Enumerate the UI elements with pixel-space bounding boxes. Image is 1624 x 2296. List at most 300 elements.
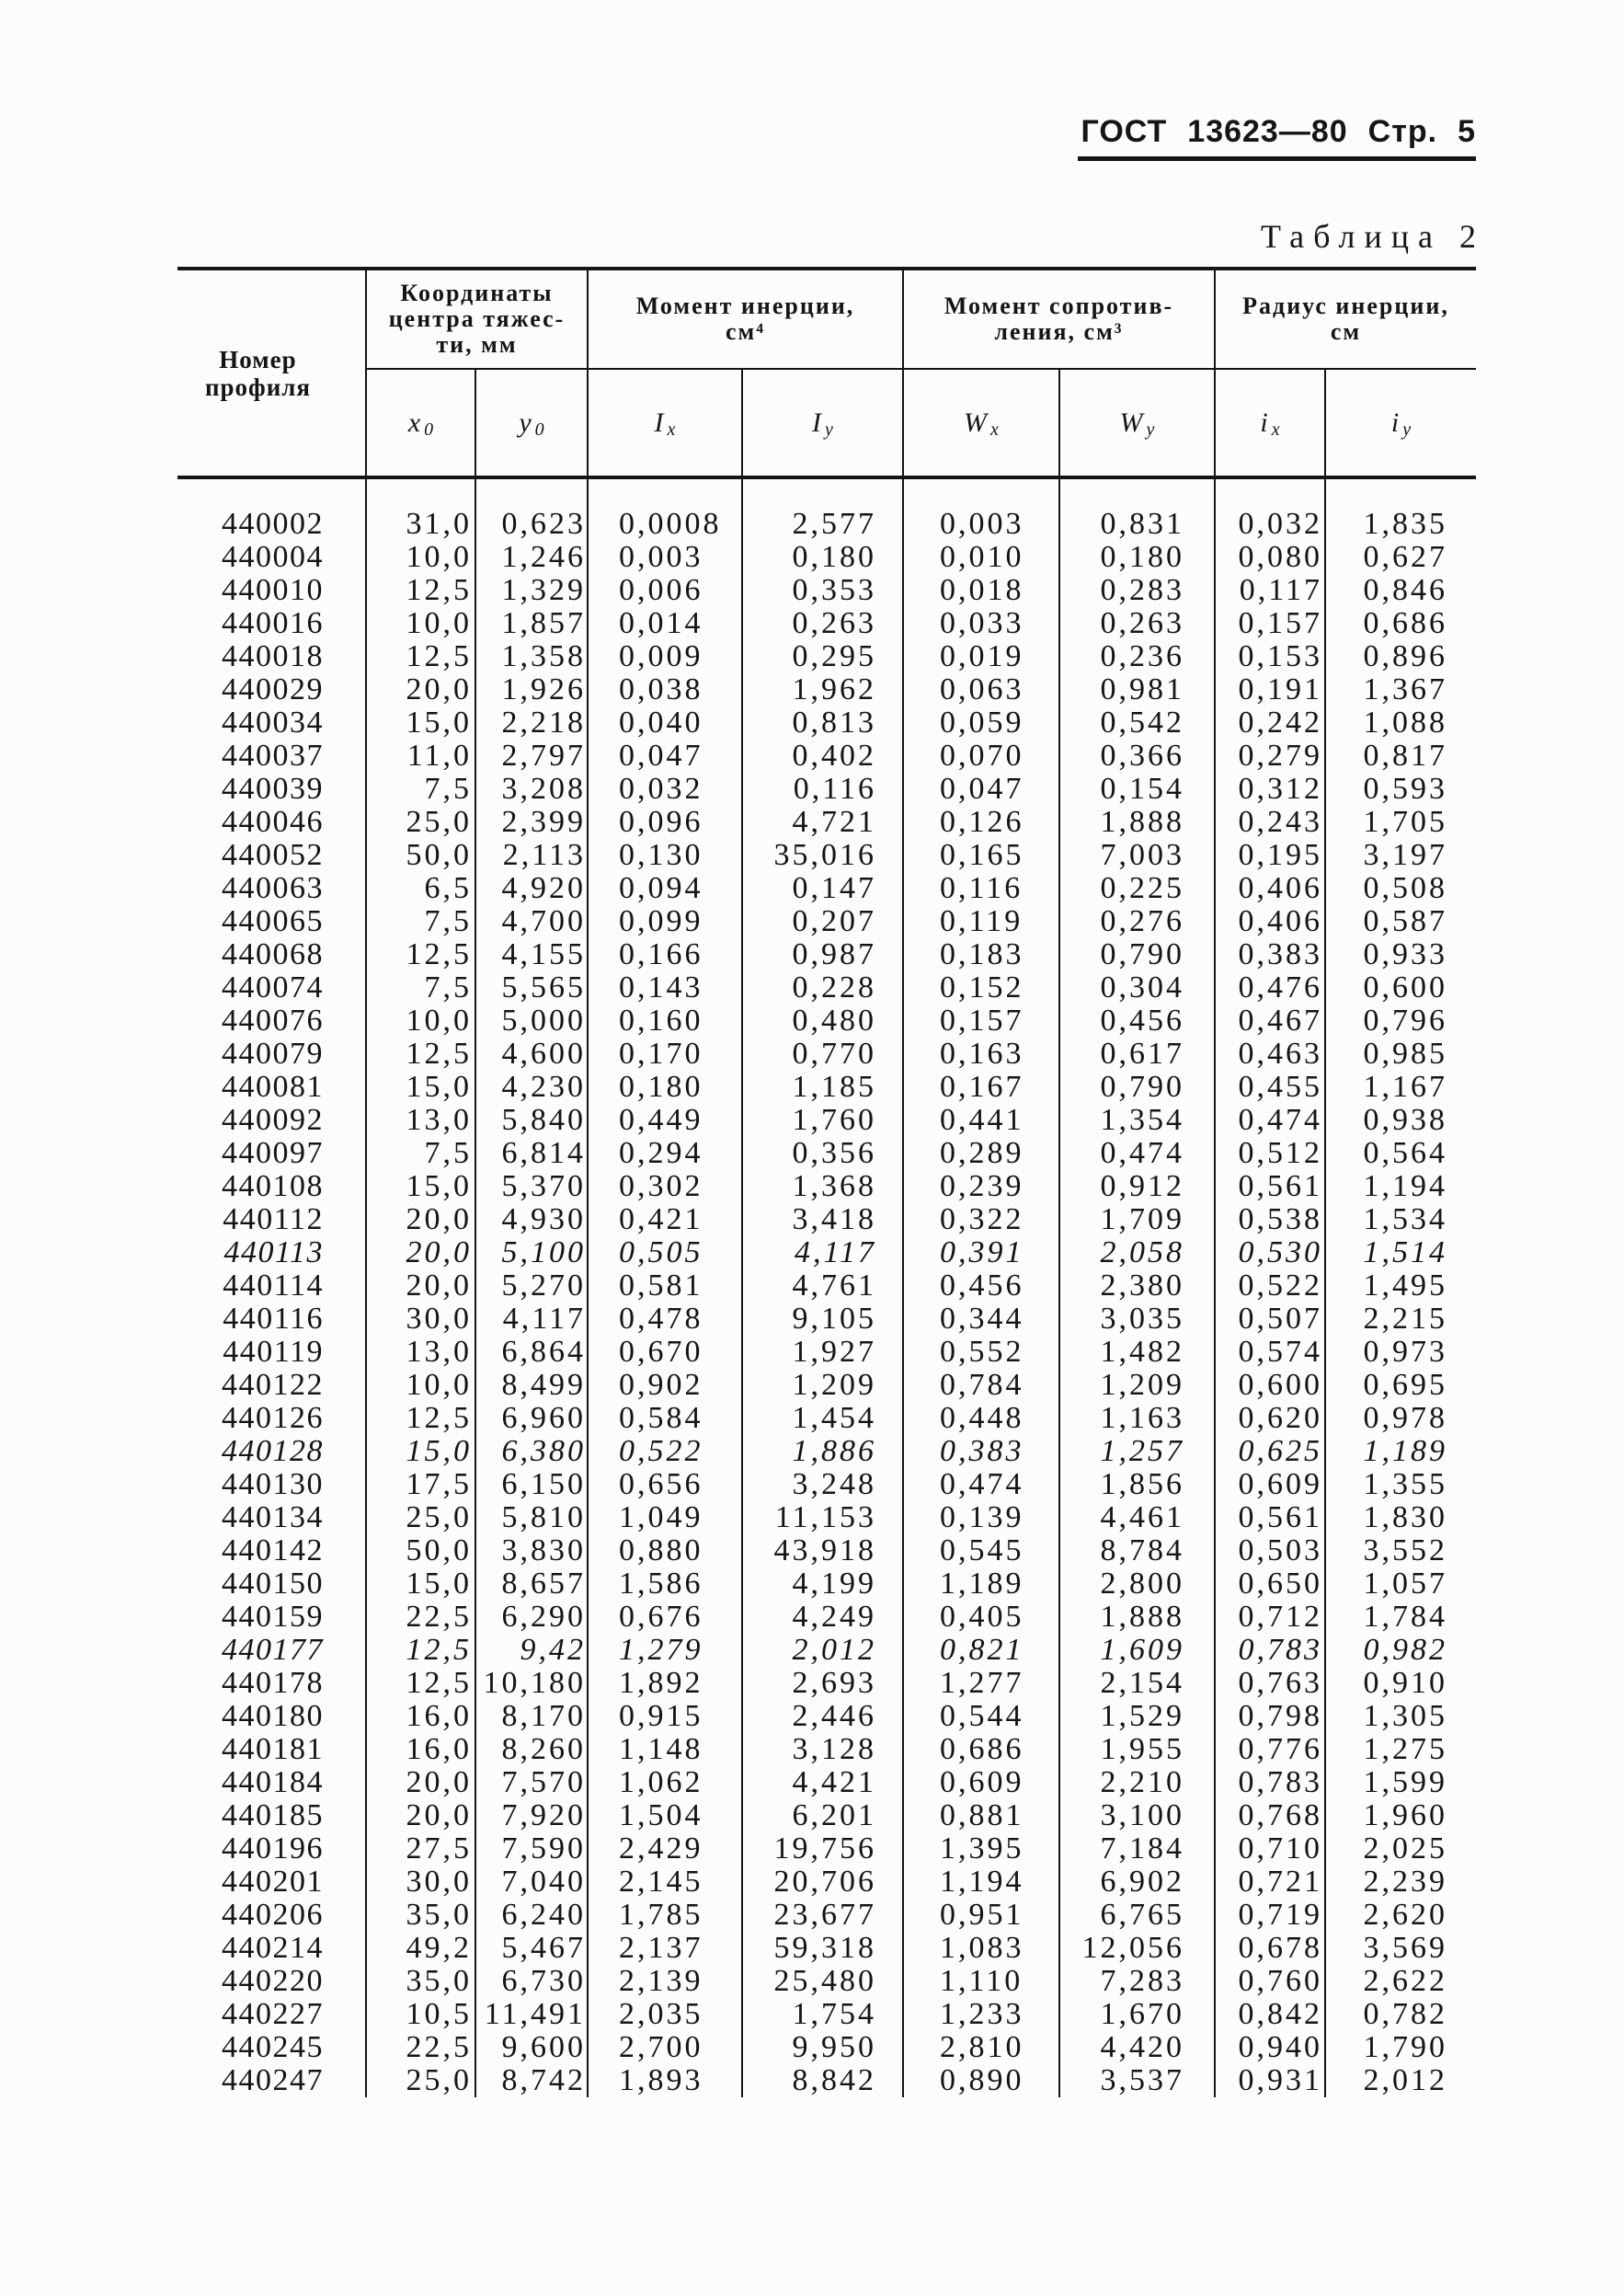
iy-inertia-cell: 19,756	[773, 1831, 876, 1866]
iy-inertia-cell: 2,446	[792, 1699, 876, 1733]
iy-inertia-cell: 0,402	[792, 739, 876, 773]
iy-radius-cell: 0,938	[1363, 1103, 1447, 1137]
iy-inertia-cell: 0,480	[792, 1004, 876, 1038]
ix-inertia-cell: 2,145	[619, 1865, 703, 1899]
wy-modulus-cell: 2,210	[1100, 1765, 1184, 1799]
y0-cell: 8,499	[501, 1368, 586, 1402]
iy-radius-cell: 1,167	[1363, 1070, 1447, 1104]
wx-modulus-cell: 0,448	[940, 1401, 1024, 1435]
y0-cell: 1,329	[501, 573, 586, 607]
header-subscript: y	[825, 419, 833, 440]
x0-cell: 16,0	[406, 1699, 472, 1733]
x0-cell: 20,0	[406, 1235, 472, 1269]
header-line: центра тяжес-	[388, 305, 566, 332]
header-symbol: y	[519, 407, 532, 438]
header-symbol: W	[964, 407, 988, 438]
ix-inertia-cell: 1,892	[619, 1666, 703, 1700]
iy-inertia-cell: 0,356	[792, 1136, 876, 1170]
x0-cell: 15,0	[406, 1070, 472, 1104]
ix-inertia-cell: 1,148	[619, 1732, 703, 1766]
header-line: см	[1330, 318, 1362, 345]
wy-modulus-cell: 1,609	[1100, 1633, 1184, 1667]
wy-modulus-cell: 0,180	[1100, 540, 1184, 574]
wy-modulus-cell: 0,263	[1100, 606, 1184, 640]
wx-modulus-cell: 0,322	[940, 1202, 1024, 1236]
ix-radius-cell: 0,931	[1238, 2063, 1322, 2097]
table-row	[177, 2031, 1476, 2064]
iy-inertia-cell: 0,813	[792, 706, 876, 740]
wx-modulus-cell: 1,083	[940, 1931, 1024, 1965]
standard-label: ГОСТ	[1081, 114, 1168, 149]
y0-cell: 8,170	[501, 1699, 586, 1733]
ix-inertia-cell: 0,166	[619, 937, 703, 971]
table-row	[177, 1004, 1476, 1038]
iy-inertia-cell: 35,016	[773, 838, 876, 872]
iy-radius-cell: 0,933	[1363, 937, 1447, 971]
iy-radius-cell: 2,622	[1363, 1964, 1447, 1998]
wx-modulus-cell: 0,456	[940, 1269, 1024, 1303]
iy-radius-cell: 1,355	[1363, 1467, 1447, 1501]
table-row	[177, 706, 1476, 740]
ix-inertia-header	[589, 370, 741, 476]
profile-number-cell: 440178	[222, 1666, 324, 1700]
x0-cell: 49,2	[406, 1931, 472, 1965]
iy-radius-cell: 0,796	[1363, 1004, 1447, 1038]
profile-number-cell: 440184	[222, 1765, 324, 1799]
table-row	[177, 905, 1476, 938]
iy-radius-cell: 2,239	[1363, 1865, 1447, 1899]
wx-modulus-cell: 0,033	[940, 606, 1024, 640]
profile-number-cell: 440177	[222, 1633, 324, 1667]
iy-inertia-cell: 0,180	[792, 540, 876, 574]
iy-radius-cell: 0,973	[1363, 1335, 1447, 1369]
table-row	[177, 1038, 1476, 1071]
profile-number-cell: 440097	[222, 1136, 324, 1170]
header-symbol: I	[812, 407, 822, 438]
iy-radius-cell: 0,593	[1363, 772, 1447, 806]
wx-modulus-cell: 0,239	[940, 1169, 1024, 1203]
wx-modulus-cell: 0,165	[940, 838, 1024, 872]
header-symbol: i	[1260, 407, 1268, 438]
x0-cell: 12,5	[406, 1666, 472, 1700]
table-row	[177, 1104, 1476, 1137]
y0-cell: 4,230	[501, 1070, 586, 1104]
ix-radius-cell: 0,406	[1238, 904, 1322, 938]
ix-radius-cell: 0,783	[1238, 1765, 1322, 1799]
ix-radius-cell: 0,080	[1238, 540, 1322, 574]
y0-cell: 3,208	[501, 772, 586, 806]
table-row	[177, 872, 1476, 905]
wx-modulus-cell: 2,810	[940, 2030, 1024, 2064]
iy-radius-cell: 0,817	[1363, 739, 1447, 773]
header-subscript: y	[1402, 419, 1412, 440]
ix-inertia-cell: 0,670	[619, 1335, 703, 1369]
header-line: профиля	[204, 373, 312, 401]
y0-cell: 3,830	[501, 1533, 586, 1567]
profile-number-cell: 440150	[222, 1567, 324, 1601]
ix-radius-cell: 0,463	[1238, 1037, 1322, 1071]
iy-inertia-cell: 59,318	[773, 1931, 876, 1965]
y0-cell: 4,600	[501, 1037, 586, 1071]
iy-inertia-cell: 25,480	[773, 1964, 876, 1998]
y0-cell: 8,742	[501, 2063, 586, 2097]
iy-inertia-cell: 0,116	[793, 772, 876, 806]
wx-modulus-cell: 0,890	[940, 2063, 1024, 2097]
wx-modulus-cell: 1,110	[940, 1964, 1024, 1998]
x0-header	[367, 370, 475, 476]
iy-radius-cell: 1,194	[1363, 1169, 1447, 1203]
profile-number-cell: 440052	[222, 838, 324, 872]
wx-modulus-cell: 0,010	[940, 540, 1024, 574]
table-row	[177, 1799, 1476, 1832]
wy-modulus-cell: 7,003	[1100, 838, 1184, 872]
wy-modulus-cell: 0,831	[1100, 507, 1184, 541]
x0-cell: 10,0	[406, 606, 472, 640]
ix-radius-cell: 0,768	[1238, 1798, 1322, 1832]
iy-inertia-cell: 0,263	[792, 606, 876, 640]
x0-cell: 15,0	[406, 1567, 472, 1601]
table-row	[177, 1667, 1476, 1700]
ix-inertia-cell: 1,785	[619, 1898, 703, 1932]
ix-radius-cell: 0,783	[1238, 1633, 1322, 1667]
wx-modulus-cell: 0,157	[940, 1004, 1024, 1038]
wx-modulus-cell: 0,609	[940, 1765, 1024, 1799]
page-word: Стр.	[1367, 114, 1438, 149]
y0-cell: 11,491	[484, 1997, 586, 2031]
y0-cell: 6,814	[501, 1136, 586, 1170]
iy-radius-cell: 1,790	[1363, 2030, 1447, 2064]
wy-modulus-cell: 2,154	[1100, 1666, 1184, 1700]
wx-modulus-cell: 0,405	[940, 1600, 1024, 1634]
profile-number-cell: 440034	[222, 706, 324, 740]
iy-inertia-cell: 0,228	[792, 970, 876, 1004]
ix-inertia-cell: 0,094	[619, 871, 703, 905]
ix-inertia-cell: 2,137	[619, 1931, 703, 1965]
ix-inertia-cell: 0,170	[619, 1037, 703, 1071]
page-header	[1081, 112, 1476, 151]
ix-radius-cell: 0,406	[1238, 871, 1322, 905]
table-row	[177, 1137, 1476, 1170]
ix-inertia-cell: 0,421	[619, 1202, 703, 1236]
wx-modulus-cell: 0,344	[940, 1302, 1024, 1336]
ix-radius-cell: 0,625	[1238, 1434, 1322, 1468]
ix-radius-cell: 0,279	[1238, 739, 1322, 773]
profile-number-cell: 440245	[222, 2030, 324, 2064]
iy-inertia-cell: 3,418	[792, 1202, 876, 1236]
profile-number-cell: 440134	[222, 1500, 324, 1534]
wy-modulus-cell: 2,800	[1100, 1567, 1184, 1601]
ix-radius-cell: 0,721	[1238, 1865, 1322, 1899]
ix-radius-cell: 0,574	[1238, 1335, 1322, 1369]
y0-cell: 5,370	[501, 1169, 586, 1203]
ix-inertia-cell: 0,032	[619, 772, 703, 806]
iy-inertia-cell: 0,147	[792, 871, 876, 905]
header-subscript: 0	[534, 419, 544, 440]
profile-number-header	[177, 270, 366, 476]
x0-cell: 20,0	[406, 1202, 472, 1236]
x0-cell: 7,5	[424, 1136, 472, 1170]
table-row	[177, 1071, 1476, 1104]
y0-cell: 5,270	[501, 1269, 586, 1303]
iy-radius-cell: 0,600	[1363, 970, 1447, 1004]
wy-modulus-cell: 0,912	[1100, 1169, 1184, 1203]
y0-cell: 7,570	[501, 1765, 586, 1799]
ix-inertia-cell: 0,880	[619, 1533, 703, 1567]
x0-cell: 20,0	[406, 672, 472, 706]
y0-cell: 1,358	[501, 639, 586, 673]
x0-cell: 12,5	[406, 1401, 472, 1435]
y0-cell: 6,730	[501, 1964, 586, 1998]
profile-number-cell: 440130	[222, 1467, 324, 1501]
iy-inertia-cell: 6,201	[792, 1798, 876, 1832]
ix-radius-cell: 0,650	[1238, 1567, 1322, 1601]
profile-table	[177, 267, 1476, 2099]
wy-modulus-cell: 8,784	[1100, 1533, 1184, 1567]
ix-inertia-cell: 0,180	[619, 1070, 703, 1104]
x0-cell: 6,5	[424, 871, 472, 905]
ix-radius-cell: 0,609	[1238, 1467, 1322, 1501]
y0-cell: 8,260	[501, 1732, 586, 1766]
iy-radius-cell: 1,495	[1363, 1269, 1447, 1303]
profile-number-cell: 440227	[222, 1997, 324, 2031]
radius-of-gyration-header	[1216, 270, 1476, 368]
ix-radius-header	[1216, 370, 1324, 476]
ix-inertia-cell: 0,006	[619, 573, 703, 607]
iy-inertia-cell: 1,185	[792, 1070, 876, 1104]
wy-modulus-cell: 0,981	[1100, 672, 1184, 706]
x0-cell: 20,0	[406, 1269, 472, 1303]
table-row	[177, 574, 1476, 607]
ix-inertia-cell: 0,160	[619, 1004, 703, 1038]
wx-modulus-cell: 0,545	[940, 1533, 1024, 1567]
iy-radius-cell: 2,215	[1363, 1302, 1447, 1336]
wx-modulus-cell: 0,018	[940, 573, 1024, 607]
ix-radius-cell: 0,530	[1238, 1235, 1322, 1269]
ix-inertia-cell: 0,505	[619, 1235, 703, 1269]
y0-cell: 0,623	[501, 507, 586, 541]
iy-inertia-cell: 4,721	[792, 805, 876, 839]
ix-inertia-cell: 1,893	[619, 2063, 703, 2097]
y0-cell: 7,590	[501, 1831, 586, 1866]
wy-modulus-cell: 0,474	[1100, 1136, 1184, 1170]
iy-radius-cell: 1,367	[1363, 672, 1447, 706]
header-subscript: x	[990, 419, 999, 440]
iy-radius-cell: 0,978	[1363, 1401, 1447, 1435]
wy-modulus-cell: 1,709	[1100, 1202, 1184, 1236]
table-body	[177, 508, 1476, 2097]
wx-modulus-cell: 0,063	[940, 672, 1024, 706]
wy-modulus-cell: 0,790	[1100, 1070, 1184, 1104]
wy-modulus-cell: 0,617	[1100, 1037, 1184, 1071]
ix-radius-cell: 0,561	[1238, 1500, 1322, 1534]
ix-radius-cell: 0,710	[1238, 1831, 1322, 1866]
profile-number-cell: 440076	[222, 1004, 324, 1038]
ix-radius-cell: 0,798	[1238, 1699, 1322, 1733]
x0-cell: 25,0	[406, 805, 472, 839]
ix-inertia-cell: 2,700	[619, 2030, 703, 2064]
x0-cell: 11,0	[406, 739, 472, 773]
header-subscript: 0	[424, 419, 434, 440]
table-row	[177, 773, 1476, 806]
wx-modulus-cell: 0,784	[940, 1368, 1024, 1402]
ix-inertia-cell: 0,040	[619, 706, 703, 740]
profile-number-cell: 440068	[222, 937, 324, 971]
ix-inertia-cell: 1,586	[619, 1567, 703, 1601]
y0-cell: 1,926	[501, 672, 586, 706]
ix-inertia-cell: 0,915	[619, 1699, 703, 1733]
wx-modulus-cell: 0,474	[940, 1467, 1024, 1501]
wy-modulus-cell: 6,902	[1100, 1865, 1184, 1899]
wy-modulus-cell: 3,537	[1100, 2063, 1184, 2097]
iy-inertia-cell: 4,117	[795, 1235, 876, 1269]
ix-radius-cell: 0,476	[1238, 970, 1322, 1004]
wy-modulus-cell: 6,765	[1100, 1898, 1184, 1932]
x0-cell: 30,0	[406, 1865, 472, 1899]
ix-inertia-cell: 0,584	[619, 1401, 703, 1435]
table-row	[177, 508, 1476, 541]
header-symbol: i	[1390, 407, 1400, 438]
wy-modulus-cell: 1,209	[1100, 1368, 1184, 1402]
table-row	[177, 1501, 1476, 1534]
x0-cell: 12,5	[406, 573, 472, 607]
wy-modulus-cell: 3,035	[1100, 1302, 1184, 1336]
wy-modulus-cell: 1,257	[1100, 1434, 1184, 1468]
wy-modulus-cell: 0,456	[1100, 1004, 1184, 1038]
iy-radius-cell: 1,534	[1363, 1202, 1447, 1236]
iy-inertia-cell: 1,927	[792, 1335, 876, 1369]
y0-cell: 2,218	[501, 706, 586, 740]
ix-inertia-cell: 1,279	[619, 1633, 703, 1667]
ix-radius-cell: 0,600	[1238, 1368, 1322, 1402]
table-row	[177, 806, 1476, 839]
header-symbol: I	[654, 407, 664, 438]
wx-modulus-cell: 0,552	[940, 1335, 1024, 1369]
header-line: Номер	[219, 345, 297, 373]
profile-number-cell: 440185	[222, 1798, 324, 1832]
ix-radius-cell: 0,712	[1238, 1600, 1322, 1634]
profile-number-cell: 440108	[222, 1169, 324, 1203]
header-symbol: W	[1119, 407, 1143, 438]
wx-modulus-cell: 0,126	[940, 805, 1024, 839]
ix-radius-cell: 0,243	[1238, 805, 1322, 839]
ix-radius-cell: 0,242	[1238, 706, 1322, 740]
iy-radius-cell: 1,189	[1363, 1434, 1447, 1468]
table-row	[177, 1236, 1476, 1269]
x0-cell: 27,5	[406, 1831, 472, 1866]
wx-modulus-cell: 0,003	[940, 507, 1024, 541]
x0-cell: 20,0	[406, 1798, 472, 1832]
y0-cell: 5,840	[501, 1103, 586, 1137]
profile-number-cell: 440180	[222, 1699, 324, 1733]
wy-modulus-cell: 0,154	[1100, 772, 1184, 806]
iy-inertia-cell: 1,886	[792, 1434, 876, 1468]
profile-number-cell: 440114	[223, 1269, 324, 1303]
wx-modulus-cell: 0,383	[940, 1434, 1024, 1468]
header-line: см⁴	[725, 318, 766, 345]
y0-cell: 2,113	[502, 838, 586, 872]
iy-radius-cell: 3,569	[1363, 1931, 1447, 1965]
y0-cell: 5,565	[501, 970, 586, 1004]
iy-radius-cell: 1,830	[1363, 1500, 1447, 1534]
table-row	[177, 1832, 1476, 1866]
ix-inertia-cell: 0,302	[619, 1169, 703, 1203]
x0-cell: 16,0	[406, 1732, 472, 1766]
iy-inertia-cell: 43,918	[773, 1533, 876, 1567]
x0-cell: 50,0	[406, 1533, 472, 1567]
wy-modulus-cell: 2,058	[1100, 1235, 1184, 1269]
wy-modulus-cell: 1,888	[1100, 805, 1184, 839]
ix-radius-cell: 0,455	[1238, 1070, 1322, 1104]
wx-modulus-cell: 0,686	[940, 1732, 1024, 1766]
y0-cell: 9,600	[501, 2030, 586, 2064]
ix-inertia-cell: 0,581	[619, 1269, 703, 1303]
wx-modulus-cell: 0,183	[940, 937, 1024, 971]
table-row	[177, 1601, 1476, 1634]
table-row	[177, 1965, 1476, 1998]
x0-cell: 15,0	[406, 1434, 472, 1468]
wx-modulus-cell: 0,019	[940, 639, 1024, 673]
table-row	[177, 1567, 1476, 1601]
iy-inertia-cell: 2,693	[792, 1666, 876, 1700]
table-row	[177, 1733, 1476, 1766]
ix-inertia-cell: 0,143	[619, 970, 703, 1004]
table-row	[177, 640, 1476, 673]
wx-modulus-cell: 0,059	[940, 706, 1024, 740]
profile-number-cell: 440214	[222, 1931, 324, 1965]
wy-modulus-cell: 0,225	[1100, 871, 1184, 905]
ix-radius-cell: 0,157	[1238, 606, 1322, 640]
header-subscript: y	[1146, 419, 1155, 440]
iy-inertia-cell: 0,770	[792, 1037, 876, 1071]
x0-cell: 15,0	[406, 1169, 472, 1203]
iy-inertia-header	[743, 370, 902, 476]
iy-inertia-cell: 1,754	[792, 1997, 876, 2031]
profile-number-cell: 440079	[222, 1037, 324, 1071]
table-row	[177, 1534, 1476, 1567]
profile-number-cell: 440122	[222, 1368, 324, 1402]
wy-modulus-cell: 1,856	[1100, 1467, 1184, 1501]
iy-inertia-cell: 3,128	[792, 1732, 876, 1766]
iy-inertia-cell: 4,249	[792, 1600, 876, 1634]
wy-modulus-cell: 0,236	[1100, 639, 1184, 673]
table-row	[177, 1866, 1476, 1899]
iy-inertia-cell: 9,105	[792, 1302, 876, 1336]
ix-radius-cell: 0,561	[1238, 1169, 1322, 1203]
y0-cell: 2,399	[501, 805, 586, 839]
moment-of-inertia-header	[589, 270, 902, 368]
x0-cell: 7,5	[424, 772, 472, 806]
profile-number-cell: 440181	[222, 1732, 324, 1766]
header-line: ления, см³	[994, 318, 1124, 345]
ix-inertia-cell: 1,062	[619, 1765, 703, 1799]
iy-inertia-cell: 2,577	[792, 507, 876, 541]
wy-modulus-cell: 1,529	[1100, 1699, 1184, 1733]
table-row	[177, 971, 1476, 1004]
y0-cell: 9,42	[520, 1633, 586, 1667]
table-row	[177, 1402, 1476, 1435]
ix-inertia-cell: 0,014	[619, 606, 703, 640]
wx-modulus-cell: 1,233	[940, 1997, 1024, 2031]
y0-cell: 6,150	[501, 1467, 586, 1501]
ix-inertia-cell: 0,009	[619, 639, 703, 673]
wx-modulus-cell: 0,139	[940, 1500, 1024, 1534]
x0-cell: 12,5	[406, 639, 472, 673]
table-row	[177, 1303, 1476, 1336]
iy-inertia-cell: 0,295	[792, 639, 876, 673]
iy-radius-cell: 0,564	[1363, 1136, 1447, 1170]
header-line: Момент инерции,	[635, 293, 855, 319]
wx-modulus-cell: 0,119	[940, 904, 1024, 938]
